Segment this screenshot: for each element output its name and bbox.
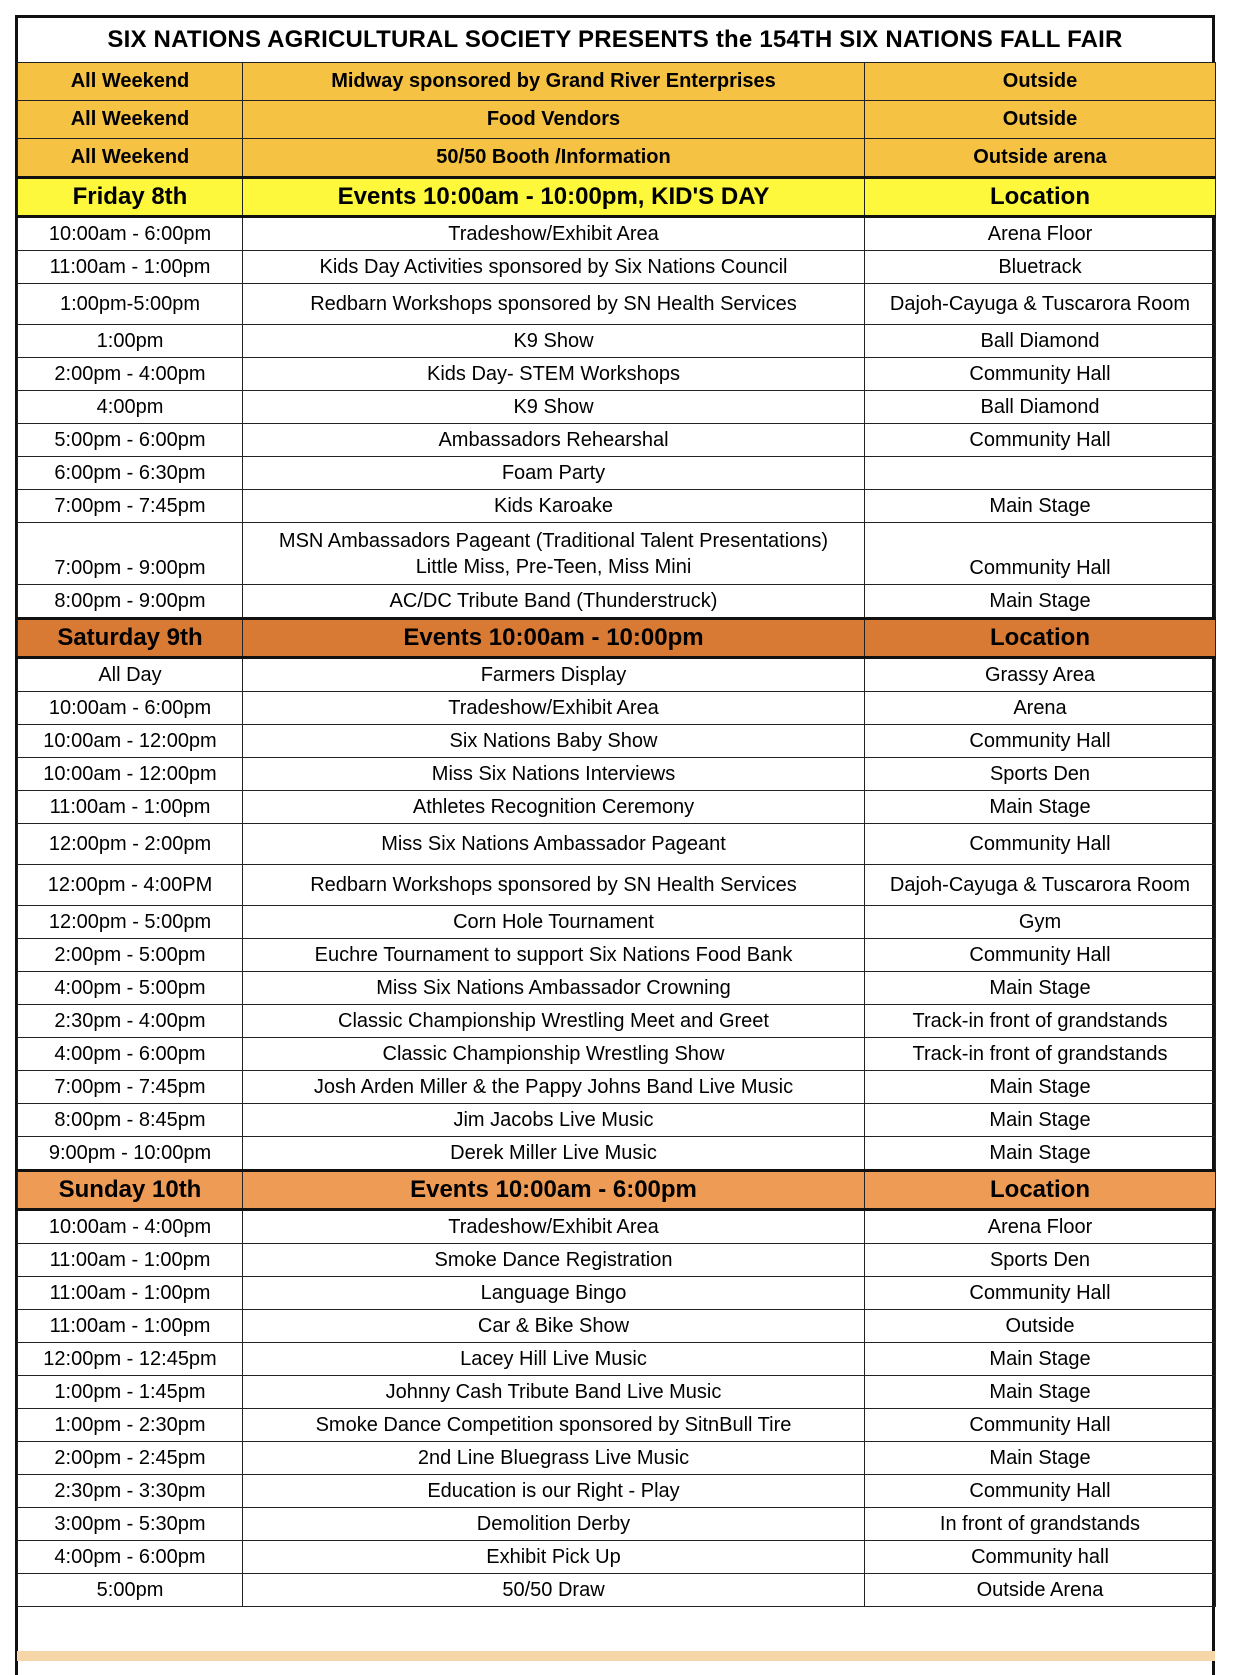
saturday-event-row xyxy=(18,725,1216,758)
event-cell: Farmers Display xyxy=(243,658,865,692)
event-cell: Exhibit Pick Up xyxy=(243,1541,865,1574)
time-cell: 12:00pm - 2:00pm xyxy=(18,824,243,865)
events-heading: Events 10:00am - 6:00pm xyxy=(243,1171,865,1210)
time-cell: 12:00pm - 12:45pm xyxy=(18,1343,243,1376)
saturday-event-row xyxy=(18,791,1216,824)
day-heading: Friday 8th xyxy=(18,178,243,217)
location-cell: Bluetrack xyxy=(865,251,1216,284)
time-cell: 2:00pm - 5:00pm xyxy=(18,939,243,972)
time-cell: 5:00pm - 6:00pm xyxy=(18,424,243,457)
location-cell: Grassy Area xyxy=(865,658,1216,692)
location-cell: Dajoh-Cayuga & Tuscarora Room xyxy=(865,284,1216,325)
time-cell: 10:00am - 12:00pm xyxy=(18,758,243,791)
schedule-body xyxy=(18,63,1216,1607)
saturday-event-row xyxy=(18,939,1216,972)
sunday-event-row xyxy=(18,1277,1216,1310)
friday-event-row xyxy=(18,358,1216,391)
location-cell: Main Stage xyxy=(865,1137,1216,1171)
time-cell: 11:00am - 1:00pm xyxy=(18,791,243,824)
saturday-event-row xyxy=(18,824,1216,865)
event-cell: Josh Arden Miller & the Pappy Johns Band Live Music xyxy=(243,1071,865,1104)
location-cell: Community Hall xyxy=(865,1409,1216,1442)
time-cell: 2:30pm - 3:30pm xyxy=(18,1475,243,1508)
all-weekend-row xyxy=(18,101,1216,139)
time-cell: 1:00pm xyxy=(18,325,243,358)
location-cell: Community Hall xyxy=(865,725,1216,758)
location-cell: Outside xyxy=(865,63,1216,101)
event-cell: Demolition Derby xyxy=(243,1508,865,1541)
events-heading: Events 10:00am - 10:00pm xyxy=(243,619,865,658)
friday-event-row xyxy=(18,424,1216,457)
time-cell: 10:00am - 6:00pm xyxy=(18,692,243,725)
location-cell: Track-in front of grandstands xyxy=(865,1005,1216,1038)
event-cell: Derek Miller Live Music xyxy=(243,1137,865,1171)
time-cell: All Weekend xyxy=(18,63,243,101)
friday-event-row xyxy=(18,523,1216,585)
sunday-event-row xyxy=(18,1376,1216,1409)
location-cell: Dajoh-Cayuga & Tuscarora Room xyxy=(865,865,1216,906)
event-cell: Tradeshow/Exhibit Area xyxy=(243,692,865,725)
event-cell: K9 Show xyxy=(243,391,865,424)
event-cell: Midway sponsored by Grand River Enterprises xyxy=(243,63,865,101)
friday-event-row xyxy=(18,585,1216,619)
location-cell: Main Stage xyxy=(865,1376,1216,1409)
location-cell: Main Stage xyxy=(865,791,1216,824)
event-cell: Kids Day Activities sponsored by Six Nations Council xyxy=(243,251,865,284)
location-cell: Track-in front of grandstands xyxy=(865,1038,1216,1071)
all-weekend-row xyxy=(18,63,1216,101)
event-cell xyxy=(243,523,865,585)
friday-event-row xyxy=(18,325,1216,358)
location-cell: Arena xyxy=(865,692,1216,725)
sunday-event-row xyxy=(18,1541,1216,1574)
time-cell: 11:00am - 1:00pm xyxy=(18,1310,243,1343)
location-cell: Community hall xyxy=(865,1541,1216,1574)
location-cell: Main Stage xyxy=(865,585,1216,619)
location-cell: Sports Den xyxy=(865,758,1216,791)
saturday-event-row xyxy=(18,1038,1216,1071)
location-cell: Outside xyxy=(865,1310,1216,1343)
location-cell: Community Hall xyxy=(865,523,1216,585)
sunday-event-row xyxy=(18,1244,1216,1277)
location-cell: Gym xyxy=(865,906,1216,939)
event-cell: Miss Six Nations Ambassador Crowning xyxy=(243,972,865,1005)
event-cell: Redbarn Workshops sponsored by SN Health Services xyxy=(243,865,865,906)
event-cell: 2nd Line Bluegrass Live Music xyxy=(243,1442,865,1475)
time-cell: 4:00pm xyxy=(18,391,243,424)
event-line-2: Little Miss, Pre-Teen, Miss Mini xyxy=(415,555,692,578)
time-cell: 11:00am - 1:00pm xyxy=(18,1244,243,1277)
friday-event-row xyxy=(18,490,1216,523)
location-cell: Community Hall xyxy=(865,939,1216,972)
sunday-event-row xyxy=(18,1508,1216,1541)
event-cell: Classic Championship Wrestling Show xyxy=(243,1038,865,1071)
friday-event-row xyxy=(18,217,1216,251)
event-cell: K9 Show xyxy=(243,325,865,358)
event-cell: AC/DC Tribute Band (Thunderstruck) xyxy=(243,585,865,619)
all-weekend-row xyxy=(18,139,1216,178)
sunday-event-row xyxy=(18,1210,1216,1244)
day-heading: Sunday 10th xyxy=(18,1171,243,1210)
location-cell: Arena Floor xyxy=(865,1210,1216,1244)
next-section-edge xyxy=(17,1651,1215,1661)
event-cell: Euchre Tournament to support Six Nations Food Bank xyxy=(243,939,865,972)
time-cell: 1:00pm - 1:45pm xyxy=(18,1376,243,1409)
sunday-event-row xyxy=(18,1409,1216,1442)
event-cell: Smoke Dance Competition sponsored by SitnBull Tire xyxy=(243,1409,865,1442)
event-cell: Tradeshow/Exhibit Area xyxy=(243,1210,865,1244)
event-cell: 50/50 Draw xyxy=(243,1574,865,1607)
event-cell: Miss Six Nations Ambassador Pageant xyxy=(243,824,865,865)
time-cell: 1:00pm-5:00pm xyxy=(18,284,243,325)
event-cell: Ambassadors Rehearshal xyxy=(243,424,865,457)
sunday-event-row xyxy=(18,1310,1216,1343)
time-cell: 10:00am - 6:00pm xyxy=(18,217,243,251)
location-cell: Community Hall xyxy=(865,1277,1216,1310)
saturday-event-row xyxy=(18,906,1216,939)
saturday-event-row xyxy=(18,658,1216,692)
time-cell: All Weekend xyxy=(18,101,243,139)
location-cell: Community Hall xyxy=(865,358,1216,391)
event-cell: Kids Karoake xyxy=(243,490,865,523)
day-heading: Saturday 9th xyxy=(18,619,243,658)
time-cell: 10:00am - 12:00pm xyxy=(18,725,243,758)
location-heading: Location xyxy=(865,619,1216,658)
sunday-event-row xyxy=(18,1442,1216,1475)
location-cell: Ball Diamond xyxy=(865,325,1216,358)
time-cell: 11:00am - 1:00pm xyxy=(18,1277,243,1310)
time-cell: 6:00pm - 6:30pm xyxy=(18,457,243,490)
time-cell: 7:00pm - 9:00pm xyxy=(18,523,243,585)
saturday-event-row xyxy=(18,1104,1216,1137)
event-cell: Redbarn Workshops sponsored by SN Health Services xyxy=(243,284,865,325)
saturday-event-row xyxy=(18,1071,1216,1104)
time-cell: 11:00am - 1:00pm xyxy=(18,251,243,284)
location-cell: Main Stage xyxy=(865,972,1216,1005)
time-cell: 9:00pm - 10:00pm xyxy=(18,1137,243,1171)
location-cell: Main Stage xyxy=(865,1442,1216,1475)
location-cell: Community Hall xyxy=(865,424,1216,457)
location-cell: In front of grandstands xyxy=(865,1508,1216,1541)
location-cell: Outside arena xyxy=(865,139,1216,178)
saturday-event-row xyxy=(18,865,1216,906)
event-cell: Food Vendors xyxy=(243,101,865,139)
time-cell: 2:30pm - 4:00pm xyxy=(18,1005,243,1038)
friday-event-row xyxy=(18,457,1216,490)
poster-title: SIX NATIONS AGRICULTURAL SOCIETY PRESENTS the 154TH SIX NATIONS FALL FAIR xyxy=(107,26,1123,53)
saturday-event-row xyxy=(18,972,1216,1005)
time-cell: 1:00pm - 2:30pm xyxy=(18,1409,243,1442)
event-cell: Miss Six Nations Interviews xyxy=(243,758,865,791)
time-cell: 8:00pm - 8:45pm xyxy=(18,1104,243,1137)
event-cell: Lacey Hill Live Music xyxy=(243,1343,865,1376)
event-cell: Johnny Cash Tribute Band Live Music xyxy=(243,1376,865,1409)
event-cell: Six Nations Baby Show xyxy=(243,725,865,758)
sunday-event-row xyxy=(18,1343,1216,1376)
time-cell: All Weekend xyxy=(18,139,243,178)
time-cell: 4:00pm - 6:00pm xyxy=(18,1038,243,1071)
event-cell: Tradeshow/Exhibit Area xyxy=(243,217,865,251)
location-cell: Outside Arena xyxy=(865,1574,1216,1607)
sunday-event-row xyxy=(18,1475,1216,1508)
friday-event-row xyxy=(18,251,1216,284)
saturday-event-row xyxy=(18,1137,1216,1171)
location-cell: Main Stage xyxy=(865,1071,1216,1104)
location-cell: Community Hall xyxy=(865,824,1216,865)
events-heading: Events 10:00am - 10:00pm, KID'S DAY xyxy=(243,178,865,217)
location-heading: Location xyxy=(865,178,1216,217)
event-cell: Classic Championship Wrestling Meet and Greet xyxy=(243,1005,865,1038)
time-cell: All Day xyxy=(18,658,243,692)
event-cell: Language Bingo xyxy=(243,1277,865,1310)
location-cell: Outside xyxy=(865,101,1216,139)
time-cell: 4:00pm - 6:00pm xyxy=(18,1541,243,1574)
event-cell: Jim Jacobs Live Music xyxy=(243,1104,865,1137)
location-cell: Community Hall xyxy=(865,1475,1216,1508)
saturday-event-row xyxy=(18,758,1216,791)
saturday-event-row xyxy=(18,692,1216,725)
time-cell: 3:00pm - 5:30pm xyxy=(18,1508,243,1541)
location-cell: Arena Floor xyxy=(865,217,1216,251)
location-heading: Location xyxy=(865,1171,1216,1210)
event-cell: Corn Hole Tournament xyxy=(243,906,865,939)
location-cell xyxy=(865,457,1216,490)
schedule-table xyxy=(17,62,1216,1607)
saturday-header-row xyxy=(18,619,1216,658)
saturday-event-row xyxy=(18,1005,1216,1038)
sunday-header-row xyxy=(18,1171,1216,1210)
time-cell: 12:00pm - 4:00PM xyxy=(18,865,243,906)
time-cell: 7:00pm - 7:45pm xyxy=(18,1071,243,1104)
event-cell: Kids Day- STEM Workshops xyxy=(243,358,865,391)
event-cell: Education is our Right - Play xyxy=(243,1475,865,1508)
location-cell: Sports Den xyxy=(865,1244,1216,1277)
time-cell: 8:00pm - 9:00pm xyxy=(18,585,243,619)
event-cell: Athletes Recognition Ceremony xyxy=(243,791,865,824)
location-cell: Main Stage xyxy=(865,1343,1216,1376)
event-line-1: MSN Ambassadors Pageant (Traditional Talent Presentations) xyxy=(278,529,829,552)
event-cell: Smoke Dance Registration xyxy=(243,1244,865,1277)
location-cell: Main Stage xyxy=(865,490,1216,523)
event-cell: Car & Bike Show xyxy=(243,1310,865,1343)
location-cell: Main Stage xyxy=(865,1104,1216,1137)
friday-event-row xyxy=(18,391,1216,424)
time-cell: 7:00pm - 7:45pm xyxy=(18,490,243,523)
time-cell: 2:00pm - 4:00pm xyxy=(18,358,243,391)
friday-header-row xyxy=(18,178,1216,217)
time-cell: 4:00pm - 5:00pm xyxy=(18,972,243,1005)
time-cell: 12:00pm - 5:00pm xyxy=(18,906,243,939)
event-cell: 50/50 Booth /Information xyxy=(243,139,865,178)
event-cell: Foam Party xyxy=(243,457,865,490)
time-cell: 10:00am - 4:00pm xyxy=(18,1210,243,1244)
time-cell: 2:00pm - 2:45pm xyxy=(18,1442,243,1475)
location-cell: Ball Diamond xyxy=(865,391,1216,424)
friday-event-row xyxy=(18,284,1216,325)
time-cell: 5:00pm xyxy=(18,1574,243,1607)
sunday-event-row xyxy=(18,1574,1216,1607)
